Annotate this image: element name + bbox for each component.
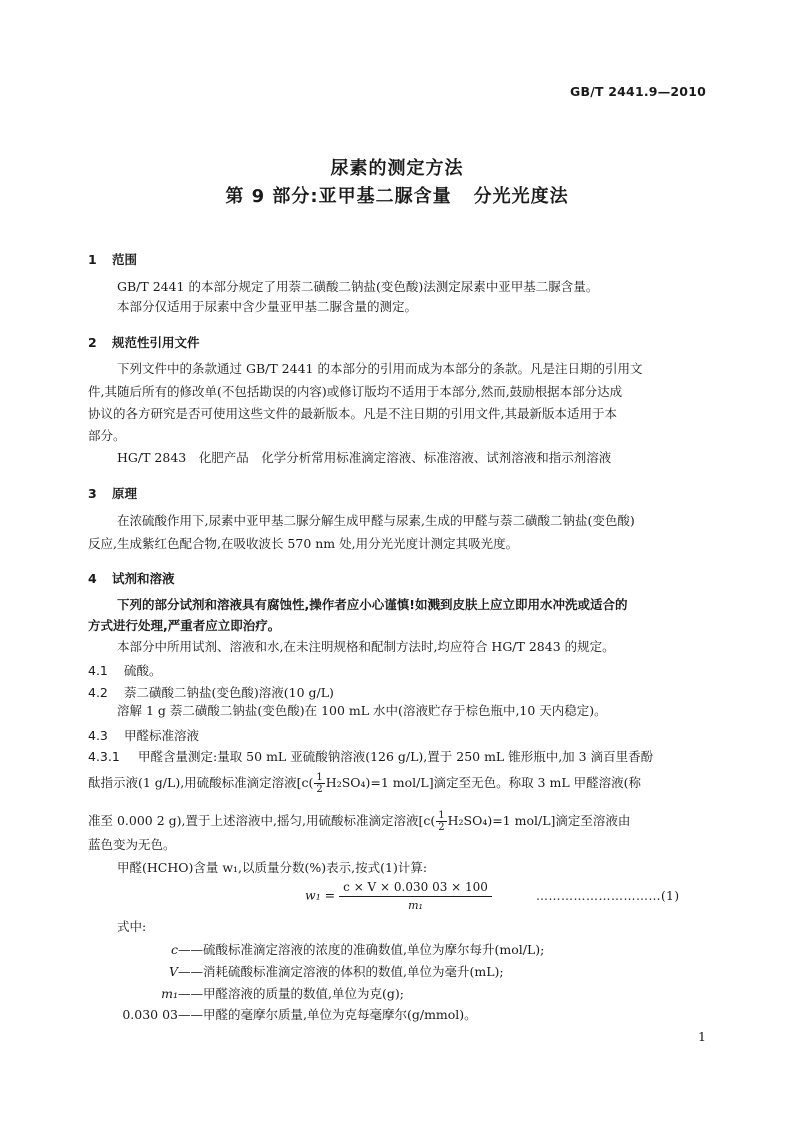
page-number: 1 (698, 1029, 706, 1044)
variable-definition: m₁——甲醛溶液的质量的数值,单位为克(g); (161, 986, 404, 1001)
variable-definition: c——硫酸标准滴定溶液的浓度的准确数值,单位为摩尔每升(mol/L); (170, 942, 545, 957)
subtitle-method: 分光光度法 (473, 186, 569, 207)
subtitle-part: 第 9 部分:亚甲基二脲含量 (225, 186, 452, 207)
document-title: 尿素的测定方法 (330, 158, 464, 179)
standard-code: GB/T 2441.9—2010 (570, 84, 706, 99)
paragraph: 蓝色变为无色。 (88, 837, 176, 852)
clause-4-3: 4.3 甲醛标准溶液 (88, 728, 200, 743)
paragraph: GB/T 2441 的本部分规定了用萘二磺酸二钠盐(变色酸)法测定尿素中亚甲基二脲含量。 (117, 279, 599, 294)
equation-number: …………………………(1) (536, 889, 680, 903)
clause-4-3-1: 4.3.1 甲醛含量测定:量取 50 mL 亚硫酸钠溶液(126 g/L),置于 250 mL 锥形瓶中,加 3 滴百里香酚 (88, 749, 654, 764)
clause-4-1: 4.1 硫酸。 (88, 663, 162, 678)
section-3-heading: 3 原理 (88, 486, 138, 501)
paragraph: 本部分中所用试剂、溶液和水,在未注明规格和配制方法时,均应符合 HG/T 2843 的规定。 (117, 639, 615, 654)
paragraph: 准至 0.000 2 g),置于上述溶液中,摇匀,用硫酸标准滴定溶液[c( $\frac{1}{2}$ H₂SO₄)=1 mol/L]滴定至溶液由 (88, 810, 631, 833)
section-2-heading: 2 规范性引用文件 (88, 335, 200, 350)
variable-definition: V——消耗硫酸标准滴定溶液的体积的数值,单位为毫升(mL); (168, 964, 504, 979)
normative-reference: HG/T 2843 化肥产品 化学分析常用标准滴定溶液、标准溶液、试剂溶液和指示剂溶液 (117, 450, 612, 465)
paragraph: 在浓硫酸作用下,尿素中亚甲基二脲分解生成甲醛与尿素,生成的甲醛与萘二磺酸二钠盐(变色酸) (117, 513, 635, 528)
paragraph: 酞指示液(1 g/L),用硫酸标准滴定溶液[c( $\frac{1}{2}$ H₂SO₄)=1 mol/L]滴定至无色。称取 3 mL 甲醛溶液(称 (88, 772, 641, 795)
paragraph: 甲醛(HCHO)含量 w₁,以质量分数(%)表示,按式(1)计算: (117, 860, 428, 875)
clause-4-2: 4.2 萘二磺酸二钠盐(变色酸)溶液(10 g/L) (88, 685, 334, 700)
document-subtitle (0, 182, 794, 208)
safety-warning: 下列的部分试剂和溶液具有腐蚀性,操作者应小心谨慎!如溅到皮肤上应立即用水冲洗或适合的 (117, 597, 628, 612)
formula-1: w₁ = $\frac{c \times V \times 0.030 03 \times 100}{\text{m₁}}$ (305, 880, 492, 912)
section-1-heading: 1 范围 (88, 252, 138, 267)
where-label: 式中: (117, 919, 147, 934)
paragraph: 反应,生成紫红色配合物,在吸收波长 570 nm 处,用分光光度计测定其吸光度。 (88, 536, 519, 551)
fraction: $\frac{1}{2}$ (438, 810, 445, 833)
paragraph: 部分。 (88, 428, 126, 443)
safety-warning: 方式进行处理,严重者应立即治疗。 (88, 618, 281, 633)
variable-definition: 0.030 03——甲醛的毫摩尔质量,单位为克每毫摩尔(g/mmol)。 (122, 1007, 477, 1022)
paragraph: 本部分仅适用于尿素中含少量亚甲基二脲含量的测定。 (117, 299, 418, 314)
paragraph: 溶解 1 g 萘二磺酸二钠盐(变色酸)在 100 mL 水中(溶液贮存于棕色瓶中,10 天内稳定)。 (117, 703, 607, 718)
fraction: $\frac{1}{2}$ (316, 772, 323, 795)
paragraph: 件,其随后所有的修改单(不包括勘误的内容)或修订版均不适用于本部分,然而,鼓励根据本部分达成 (88, 384, 623, 399)
paragraph: 下列文件中的条款通过 GB/T 2441 的本部分的引用而成为本部分的条款。凡是注日期的引用文 (117, 361, 643, 376)
formula-fraction: $\frac{c \times V \times 0.030 03 \times 100}{\text{m₁}}$ (339, 880, 492, 912)
paragraph: 协议的各方研究是否可使用这些文件的最新版本。凡是不注日期的引用文件,其最新版本适用于本 (88, 406, 617, 421)
section-4-heading: 4 试剂和溶液 (88, 571, 175, 586)
